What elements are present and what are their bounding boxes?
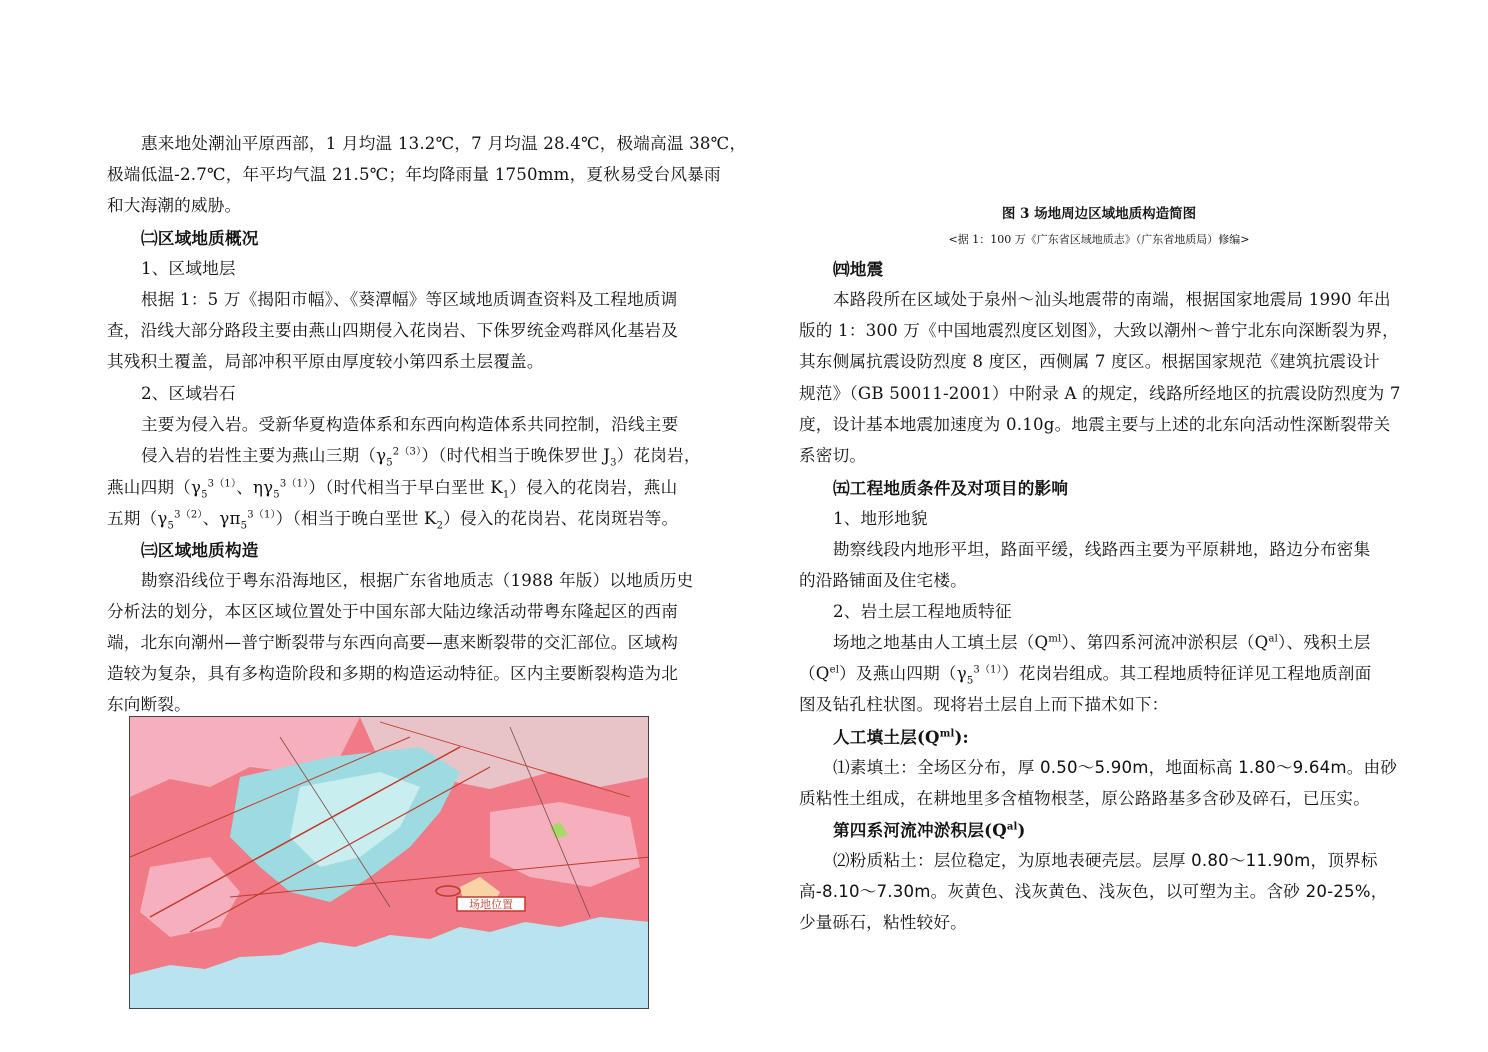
soil-line-2: $(Q^{el})$及燕山四期$(\gamma_5^{3(1)})$花岗岩组成。其工程地质特征详见工程地质剖面 xyxy=(799,664,1372,687)
subheading-terrain: 1、地形地貌 xyxy=(833,509,928,528)
figure-title: 图 3 场地周边区域地质构造简图 xyxy=(1001,206,1197,222)
quake-line-5: 度，设计基本地震加速度为 0.10g。地震主要与上述的北东向活动性深断裂带关 xyxy=(799,415,1391,434)
alluvial-layer-heading: 第四系河流冲淤积层$(Q^{al})$ xyxy=(833,820,1026,840)
subheading-regional-rock: 2、区域岩石 xyxy=(141,384,236,403)
quake-line-3: 其东侧属抗震设防烈度 8 度区，西侧属 7 度区。根据国家规范《建筑抗震设计 xyxy=(799,352,1380,371)
quake-line-2: 版的 1：300 万《中国地震烈度区划图》，大致以潮州～普宁北东向深断裂为界， xyxy=(799,321,1399,340)
rock-line-4: 五期（$\gamma_5^{3(2)}$、$\gamma\pi_5^{3(1)}$）（相当于晚白垩世 $K_2$）侵入的花岗岩、花岗斑岩等。 xyxy=(107,509,679,532)
climate-line-2: 极端低温-2.7℃，年平均气温 21.5℃；年均降雨量 1750mm，夏秋易受台风暴雨 xyxy=(107,165,721,184)
fill-line-1: ⑴素填土：全场区分布，厚 0.50～5.90m，地面标高 1.80～9.64m。由砂 xyxy=(833,758,1398,777)
strata-line-2: 查，沿线大部分路段主要由燕山四期侵入花岗岩、下侏罗统金鸡群风化基岩及 xyxy=(107,321,678,340)
structure-line-3: 端，北东向潮州—普宁断裂带与东西向高要—惠来断裂带的交汇部位。区域构 xyxy=(107,633,678,652)
section-heading-earthquake: ㈣地震 xyxy=(833,259,884,279)
figure-source: <据 1：100 万《广东省区域地质志》（广东省地质局）修编> xyxy=(948,233,1250,246)
rock-line-2: 侵入岩的岩性主要为燕山三期$(\gamma_5^{2(3)})$（时代相当于晚侏罗世 $J_3$）花岗岩， xyxy=(141,446,701,469)
alluvial-line-1: ⑵粉质粘土：层位稳定，为原地表硬壳层。层厚 0.80～11.90m，顶界标 xyxy=(833,851,1378,870)
strata-line-3: 其残积土覆盖，局部冲积平原由厚度较小第四系土层覆盖。 xyxy=(107,352,544,371)
quake-line-6: 系密切。 xyxy=(799,446,867,465)
climate-line-1: 惠来地处潮汕平原西部，1 月均温 13.2℃，7 月均温 28.4℃，极端高温 38℃， xyxy=(141,134,747,153)
strata-line-1: 根据 1：5 万《揭阳市幅》、《葵潭幅》等区域地质调查资料及工程地质调 xyxy=(141,290,678,309)
map-site-label: 场地位置 xyxy=(469,898,513,911)
map-graphic xyxy=(130,717,649,1009)
fill-layer-heading: 人工填土层$(Q^{ml})$: xyxy=(833,727,969,747)
rock-line-3: 燕山四期（$\gamma_5^{3(1)}$、$\eta\gamma_5^{3(1)}$）（时代相当于早白垩世 $K_1$）侵入的花岗岩，燕山 xyxy=(107,478,678,501)
section-heading-regional-geology: ㈡区域地质概况 xyxy=(141,228,259,248)
soil-line-3: 图及钻孔柱状图。现将岩土层自上而下描术如下： xyxy=(799,695,1169,714)
subheading-regional-strata: 1、区域地层 xyxy=(141,259,236,278)
alluvial-line-3: 少量砾石，粘性较好。 xyxy=(799,913,967,932)
structure-line-2: 分析法的划分，本区区域位置处于中国东部大陆边缘活动带粤东隆起区的西南 xyxy=(107,602,678,621)
fill-line-2: 质粘性土组成，在耕地里多含植物根茎，原公路路基多含砂及碎石，已压实。 xyxy=(799,789,1370,808)
structure-line-1: 勘察沿线位于粤东沿海地区，根据广东省地质志（1988 年版）以地质历史 xyxy=(141,571,694,590)
section-heading-regional-structure: ㈢区域地质构造 xyxy=(141,540,259,560)
subheading-soil-layers: 2、岩土层工程地质特征 xyxy=(833,602,1012,621)
structure-line-5: 东向断裂。 xyxy=(107,695,191,714)
alluvial-line-2: 高-8.10～7.30m。灰黄色、浅灰黄色、浅灰色，以可塑为主。含砂 20-25%， xyxy=(799,882,1388,901)
quake-line-4: 规范》（GB 50011-2001）中附录 A 的规定，线路所经地区的抗震设防烈度为 7 xyxy=(799,384,1401,403)
quake-line-1: 本路段所在区域处于泉州～汕头地震带的南端，根据国家地震局 1990 年出 xyxy=(833,290,1391,309)
regional-geology-map xyxy=(129,716,649,1009)
terrain-line-2: 的沿路铺面及住宅楼。 xyxy=(799,571,967,590)
rock-line-1: 主要为侵入岩。受新华夏构造体系和东西向构造体系共同控制，沿线主要 xyxy=(141,415,679,434)
structure-line-4: 造较为复杂，具有多构造阶段和多期的构造运动特征。区内主要断裂构造为北 xyxy=(107,664,678,683)
terrain-line-1: 勘察线段内地形平坦，路面平缓，线路西主要为平原耕地，路边分布密集 xyxy=(833,540,1371,559)
section-heading-engineering-geology: ㈤工程地质条件及对项目的影响 xyxy=(833,478,1069,498)
soil-line-1: 场地之地基由人工填土层$(Q^{ml})$、第四系河流冲淤积层$(Q^{al})$、残积土层 xyxy=(833,633,1371,652)
climate-line-3: 和大海潮的威胁。 xyxy=(107,196,242,215)
